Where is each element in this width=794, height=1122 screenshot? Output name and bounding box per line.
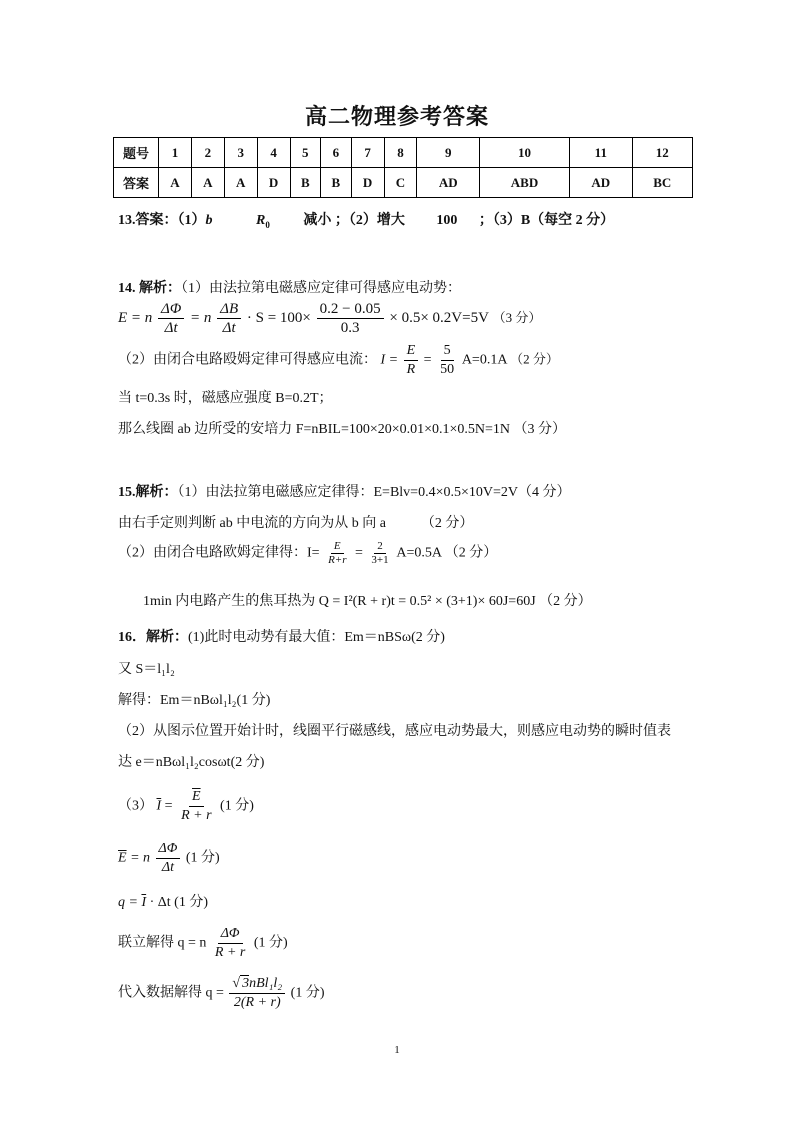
fraction	[325, 540, 349, 567]
eq-text: = n	[190, 309, 212, 326]
q13-b: b	[205, 213, 213, 228]
table-cell: A	[224, 168, 257, 198]
eq-text: 联立解得 q = n	[118, 935, 207, 951]
q16-line3: 解得：Em＝nBωl₁l₂(1 分)	[118, 693, 271, 708]
score: （2 分）	[510, 351, 559, 367]
q16-line8	[118, 891, 208, 911]
eq-text: I =	[380, 352, 399, 368]
frac-den: 50	[440, 362, 455, 377]
frac-num: 0.2 − 0.05	[317, 300, 384, 319]
frac-num: 2	[374, 540, 386, 554]
fraction	[229, 975, 285, 1012]
table-cell: A	[159, 168, 192, 198]
q16-text: (1)此时电动势有最大值：Em＝nBSω(2 分)	[188, 630, 445, 645]
table-cell: D	[351, 168, 384, 198]
fraction	[212, 925, 248, 962]
eq-text: （3）	[118, 798, 153, 814]
q14-text: （2）由闭合电路殴姆定律可得感应电流：	[118, 352, 377, 368]
table-cell: 6	[321, 138, 352, 168]
q14-line4: 当 t=0.3s 时，磁感应强度 B=0.2T；	[118, 391, 333, 406]
fraction	[404, 342, 419, 379]
q14-line3	[118, 342, 559, 379]
eq-text: × 0.5× 0.2V=5V	[389, 309, 489, 326]
table-cell: B	[290, 168, 321, 198]
row-label: 题号	[114, 138, 159, 168]
q15-label: 15.解析：	[118, 485, 178, 500]
eq-text: = n	[130, 850, 151, 866]
table-cell: 7	[351, 138, 384, 168]
frac-den: 2(R + r)	[233, 995, 281, 1010]
fraction	[437, 342, 457, 379]
score: (1 分)	[290, 985, 325, 1001]
row-label: 答案	[114, 168, 159, 198]
fraction	[158, 300, 184, 337]
frac-num: ΔB	[217, 300, 241, 319]
q15-line1	[118, 481, 570, 501]
eq-text: · S = 100×	[246, 309, 311, 326]
table-cell: 8	[384, 138, 417, 168]
eq-text: q =	[118, 895, 138, 910]
eq-text: E = n	[118, 309, 153, 326]
table-cell: AD	[417, 168, 480, 198]
table-cell: 1	[159, 138, 192, 168]
eq-text: 代入数据解得 q =	[118, 985, 224, 1001]
frac-num: 5	[441, 342, 454, 361]
frac-num: $\overline{E}$	[189, 788, 204, 807]
table-cell: B	[321, 168, 352, 198]
frac-den: Δt	[161, 860, 174, 875]
table-cell: 3	[224, 138, 257, 168]
q16-line5: 达 e＝nBωl₁l₂cosωt(2 分)	[118, 755, 265, 770]
q14-eq1	[118, 300, 541, 337]
eq-text: · Δt (1 分)	[149, 895, 209, 910]
fraction	[178, 788, 214, 825]
q16-label: 16．解析：	[118, 630, 188, 645]
q14-line1	[118, 277, 461, 297]
q13-r0: R	[256, 213, 266, 228]
sqrt-sign: √	[232, 976, 241, 991]
eq-text: $\overline{I}$	[156, 798, 162, 814]
score: （3 分）	[492, 309, 542, 325]
frac-num: ΔΦ	[158, 300, 184, 319]
fraction	[368, 540, 391, 567]
table-cell: D	[257, 168, 290, 198]
q16-line2: 又 S＝l₁l₂	[118, 662, 175, 677]
q15-text: （1）由法拉第电磁感应定律得：E=Blv=0.4×0.5×10V=2V（4 分）	[177, 485, 571, 500]
q15-line3	[118, 540, 497, 567]
frac-den: 0.3	[340, 320, 360, 336]
table-row-answers	[114, 168, 693, 198]
table-cell: 4	[257, 138, 290, 168]
frac-den: R	[406, 362, 416, 377]
table-cell: 10	[480, 138, 570, 168]
frac-num: E	[404, 342, 419, 361]
eq-text: A=0.5A （2 分）	[396, 545, 498, 561]
q13-part: （1）	[177, 213, 206, 228]
q16-line7	[118, 840, 220, 877]
fraction	[156, 840, 181, 877]
eq-text: $\overline{E}$	[118, 850, 127, 866]
eq-text: =	[423, 352, 432, 368]
frac-den: Δt	[164, 320, 178, 336]
q14-line5: 那么线圈 ab 边所受的安培力 F=nBIL=100×20×0.01×0.1×0.5N=1N （3 分）	[118, 422, 567, 437]
table-cell: BC	[632, 168, 692, 198]
score: (1 分)	[185, 850, 220, 866]
q15-line4: 1min 内电路产生的焦耳热为 Q = I²(R + r)t = 0.5² × (3+1)× 60J=60J （2 分）	[143, 594, 592, 609]
table-cell: 12	[632, 138, 692, 168]
q16-line4: （2）从图示位置开始计时，线圈平行磁感线，感应电动势最大，则感应电动势的瞬时值表	[118, 724, 671, 739]
score: (1 分)	[220, 798, 254, 814]
q13-100: 100	[436, 213, 458, 228]
eq-text: $\overline{I}$	[141, 895, 147, 910]
table-cell: 2	[191, 138, 224, 168]
table-cell: 9	[417, 138, 480, 168]
eq-text: =	[355, 545, 363, 561]
q13-line	[118, 209, 614, 230]
table-cell: ABD	[480, 168, 570, 198]
table-cell: AD	[570, 168, 633, 198]
table-cell: A	[191, 168, 224, 198]
q13-rest: ；（3）B（每空 2 分）	[478, 213, 615, 228]
table-cell: 11	[570, 138, 633, 168]
q15-line2: 由右手定则判断 ab 中电流的方向为从 b 向 a （2 分）	[118, 516, 474, 531]
fraction	[217, 300, 241, 337]
table-cell: 5	[290, 138, 321, 168]
frac-num: nBl₁l₂	[249, 976, 283, 991]
page-number: 1	[394, 1044, 400, 1056]
frac-den: R + r	[214, 945, 246, 960]
q14-text: （1）由法拉第电磁感应定律可得感应电动势：	[181, 281, 461, 296]
q16-line9	[118, 925, 288, 962]
page-title: 高二物理参考答案	[304, 104, 489, 129]
eq-text: A=0.1A	[461, 352, 507, 368]
frac-den: R+r	[328, 554, 347, 566]
table-row-numbers	[114, 138, 693, 168]
q16-line1	[118, 626, 445, 646]
q13-r0-sub: 0	[265, 219, 270, 230]
frac-num: ΔΦ	[156, 840, 181, 859]
frac-den: 3+1	[371, 554, 389, 566]
frac-den: Δt	[222, 320, 236, 336]
answer-table	[113, 137, 693, 198]
frac-den: R + r	[181, 808, 212, 823]
table-cell: C	[384, 168, 417, 198]
q14-label: 14. 解析：	[118, 281, 181, 296]
q13-dec: 减小 ；（2）增大	[303, 213, 405, 228]
frac-num: ΔΦ	[218, 925, 243, 944]
frac-num: E	[331, 540, 344, 554]
q15-text: （2）由闭合电路欧姆定律得：I=	[118, 545, 320, 561]
q13-label: 13.答案：	[118, 213, 178, 228]
q16-line10	[118, 975, 325, 1012]
sqrt-value: 3	[242, 976, 250, 991]
fraction	[317, 300, 384, 337]
q16-line6: （3） $\overline{I}$ = $\frac{\overline{E}}{R + r}$ (1 分)	[118, 789, 254, 823]
score: (1 分)	[253, 935, 288, 951]
